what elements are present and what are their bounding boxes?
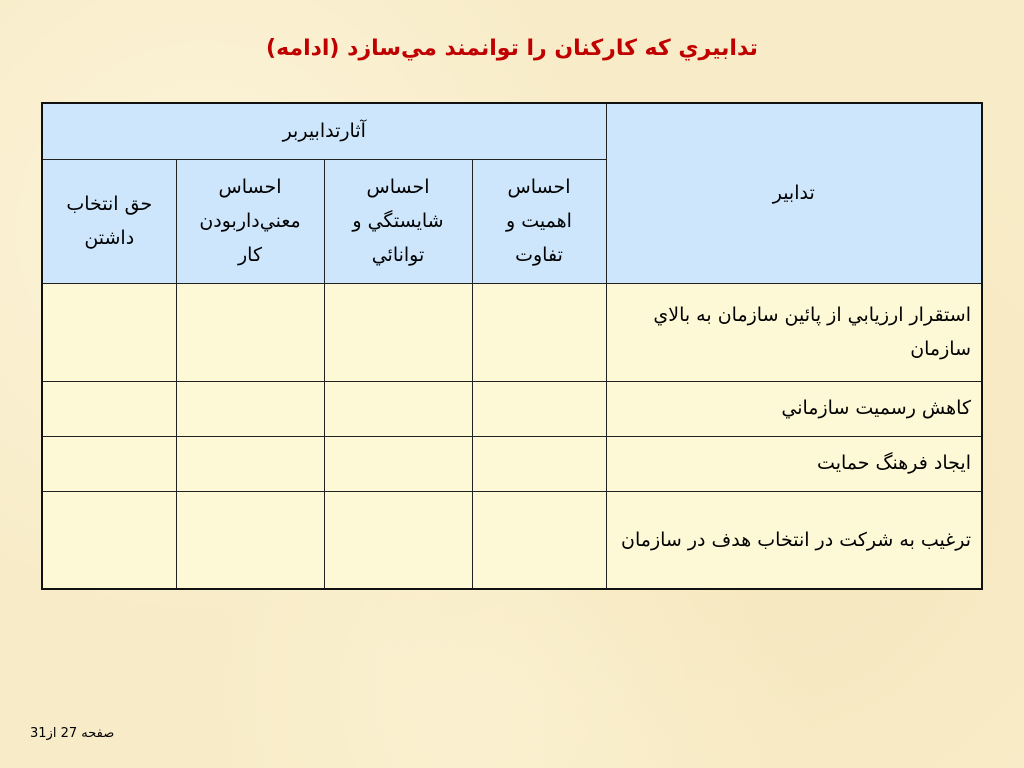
- row-label: ترغيب به شركت در انتخاب هدف در سازمان: [606, 491, 982, 589]
- table-cell: [324, 436, 472, 491]
- measures-table: [41, 102, 983, 590]
- table-cell: [176, 436, 324, 491]
- table-cell: [176, 381, 324, 436]
- table-row: [42, 283, 982, 381]
- table-cell: [176, 283, 324, 381]
- table-cell: [324, 491, 472, 589]
- header-measures: تدابير: [606, 103, 982, 283]
- table-cell: [472, 436, 606, 491]
- table-cell: [42, 381, 176, 436]
- table-cell: [42, 436, 176, 491]
- page-title: تدابيري كه كاركنان را توانمند مي‌سازد (ادامه): [266, 36, 758, 61]
- header-competence: احساس شايستگي و توانائي: [324, 159, 472, 283]
- table-cell: [176, 491, 324, 589]
- row-label: استقرار ارزيابي از پائين سازمان به بالاي سازمان: [606, 283, 982, 381]
- table-row: [42, 436, 982, 491]
- row-label: كاهش رسميت سازماني: [606, 381, 982, 436]
- table-cell: [472, 491, 606, 589]
- header-importance: احساس اهميت و تفاوت: [472, 159, 606, 283]
- table-cell: [472, 381, 606, 436]
- table-cell: [42, 283, 176, 381]
- table-cell: [472, 283, 606, 381]
- header-effects: آثارتدابيربر: [42, 103, 606, 159]
- header-choice: حق انتخاب داشتن: [42, 159, 176, 283]
- table-cell: [324, 283, 472, 381]
- table-row: [42, 491, 982, 589]
- page-number: صفحه 27 از31: [30, 726, 115, 741]
- header-meaningfulness: احساس معني‌داربودن كار: [176, 159, 324, 283]
- table-cell: [324, 381, 472, 436]
- row-label: ايجاد فرهنگ حمايت: [606, 436, 982, 491]
- table-cell: [42, 491, 176, 589]
- table-row: [42, 381, 982, 436]
